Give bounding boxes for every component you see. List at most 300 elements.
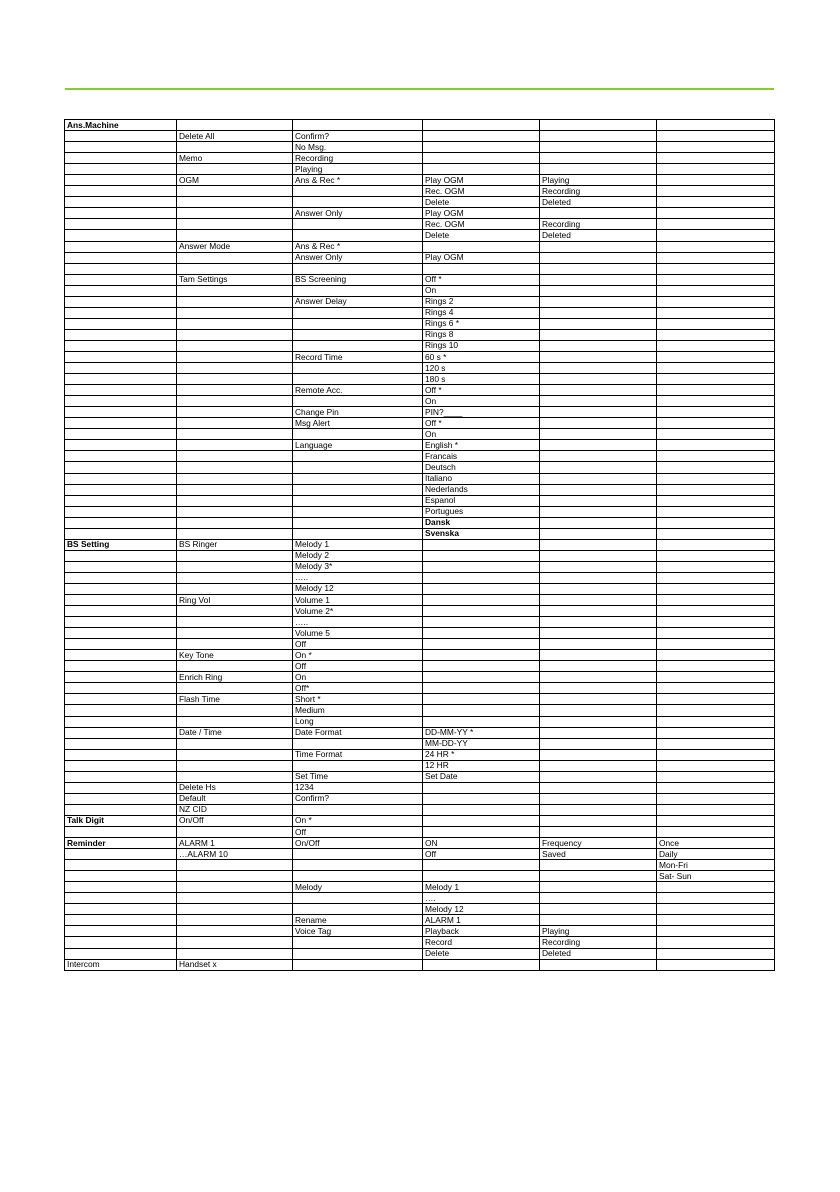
table-cell: Dansk bbox=[423, 517, 540, 528]
table-cell bbox=[177, 760, 293, 771]
table-cell bbox=[657, 937, 775, 948]
table-cell bbox=[65, 473, 177, 484]
table-cell: Language bbox=[293, 440, 423, 451]
table-cell: On bbox=[423, 396, 540, 407]
table-cell bbox=[65, 164, 177, 175]
table-cell bbox=[65, 318, 177, 329]
table-cell: Off bbox=[293, 639, 423, 650]
table-cell bbox=[423, 827, 540, 838]
table-cell: Off bbox=[293, 661, 423, 672]
table-cell bbox=[657, 418, 775, 429]
table-cell bbox=[177, 716, 293, 727]
table-cell bbox=[293, 904, 423, 915]
table-cell bbox=[65, 893, 177, 904]
table-cell bbox=[540, 617, 657, 628]
table-cell bbox=[65, 197, 177, 208]
table-cell bbox=[657, 528, 775, 539]
table-cell: DD-MM-YY * bbox=[423, 727, 540, 738]
table-cell bbox=[177, 418, 293, 429]
table-cell bbox=[293, 285, 423, 296]
table-cell: 1234 bbox=[293, 782, 423, 793]
table-row bbox=[65, 142, 775, 153]
table-row bbox=[65, 363, 775, 374]
table-cell: Mon-Fri bbox=[657, 860, 775, 871]
table-cell: Ans.Machine bbox=[65, 120, 177, 131]
table-row bbox=[65, 628, 775, 639]
table-cell bbox=[65, 517, 177, 528]
table-cell bbox=[65, 617, 177, 628]
table-cell bbox=[177, 340, 293, 351]
table-cell bbox=[540, 760, 657, 771]
table-cell bbox=[65, 219, 177, 230]
table-cell: Recording bbox=[540, 219, 657, 230]
table-cell: Delete Hs bbox=[177, 782, 293, 793]
table-cell bbox=[65, 606, 177, 617]
table-row bbox=[65, 849, 775, 860]
table-row bbox=[65, 749, 775, 760]
table-cell bbox=[657, 727, 775, 738]
table-cell bbox=[293, 340, 423, 351]
table-cell bbox=[657, 572, 775, 583]
table-cell bbox=[293, 860, 423, 871]
table-cell bbox=[657, 495, 775, 506]
table-cell bbox=[293, 495, 423, 506]
table-cell: On bbox=[423, 285, 540, 296]
table-cell bbox=[177, 385, 293, 396]
table-cell bbox=[657, 738, 775, 749]
table-cell bbox=[177, 197, 293, 208]
table-row bbox=[65, 882, 775, 893]
table-cell bbox=[65, 694, 177, 705]
table-cell bbox=[65, 749, 177, 760]
table-cell: Melody 1 bbox=[423, 882, 540, 893]
table-cell bbox=[293, 429, 423, 440]
table-cell: Delete All bbox=[177, 131, 293, 142]
table-cell bbox=[540, 484, 657, 495]
table-cell bbox=[177, 661, 293, 672]
table-cell bbox=[657, 131, 775, 142]
table-row bbox=[65, 606, 775, 617]
table-cell: Melody 1 bbox=[293, 539, 423, 550]
table-cell bbox=[540, 661, 657, 672]
table-cell bbox=[65, 208, 177, 219]
table-row bbox=[65, 661, 775, 672]
table-cell bbox=[65, 363, 177, 374]
table-row bbox=[65, 959, 775, 970]
table-cell bbox=[540, 241, 657, 252]
table-cell bbox=[65, 793, 177, 804]
table-cell bbox=[65, 915, 177, 926]
table-cell bbox=[65, 385, 177, 396]
table-cell: ….. bbox=[293, 572, 423, 583]
table-row bbox=[65, 318, 775, 329]
table-row bbox=[65, 462, 775, 473]
table-row bbox=[65, 583, 775, 594]
table-cell bbox=[177, 572, 293, 583]
table-cell bbox=[657, 252, 775, 263]
table-cell bbox=[177, 561, 293, 572]
table-cell bbox=[657, 915, 775, 926]
table-cell bbox=[177, 329, 293, 340]
table-cell bbox=[540, 882, 657, 893]
table-cell bbox=[423, 672, 540, 683]
table-row bbox=[65, 164, 775, 175]
table-cell: Rings 6 * bbox=[423, 318, 540, 329]
table-cell bbox=[540, 407, 657, 418]
table-cell bbox=[540, 131, 657, 142]
table-cell bbox=[540, 749, 657, 760]
table-cell bbox=[177, 749, 293, 760]
header-rule bbox=[65, 88, 774, 90]
table-cell bbox=[65, 340, 177, 351]
table-cell bbox=[540, 550, 657, 561]
table-cell: Volume 5 bbox=[293, 628, 423, 639]
table-cell bbox=[657, 683, 775, 694]
table-cell bbox=[657, 241, 775, 252]
table-cell bbox=[540, 583, 657, 594]
table-row bbox=[65, 407, 775, 418]
table-cell: Melody bbox=[293, 882, 423, 893]
table-cell bbox=[657, 661, 775, 672]
table-cell: Melody 3* bbox=[293, 561, 423, 572]
table-cell bbox=[423, 617, 540, 628]
table-cell: On * bbox=[293, 650, 423, 661]
table-row bbox=[65, 517, 775, 528]
table-cell bbox=[65, 495, 177, 506]
table-cell bbox=[540, 639, 657, 650]
table-cell: Medium bbox=[293, 705, 423, 716]
table-cell bbox=[293, 451, 423, 462]
table-cell bbox=[423, 860, 540, 871]
table-row bbox=[65, 385, 775, 396]
table-cell bbox=[540, 418, 657, 429]
table-cell bbox=[540, 473, 657, 484]
table-row bbox=[65, 473, 775, 484]
table-cell bbox=[65, 705, 177, 716]
table-cell: Recording bbox=[293, 153, 423, 164]
table-cell bbox=[657, 904, 775, 915]
table-row bbox=[65, 296, 775, 307]
table-cell bbox=[177, 926, 293, 937]
table-cell: Frequency bbox=[540, 838, 657, 849]
menu-table-body bbox=[65, 120, 775, 971]
table-cell bbox=[657, 164, 775, 175]
table-cell bbox=[177, 318, 293, 329]
table-cell bbox=[657, 484, 775, 495]
table-row bbox=[65, 307, 775, 318]
table-row bbox=[65, 904, 775, 915]
table-cell bbox=[65, 142, 177, 153]
table-cell bbox=[177, 871, 293, 882]
table-row bbox=[65, 793, 775, 804]
table-cell bbox=[540, 517, 657, 528]
table-cell bbox=[65, 396, 177, 407]
table-cell bbox=[177, 440, 293, 451]
table-cell bbox=[540, 285, 657, 296]
table-cell: Talk Digit bbox=[65, 815, 177, 826]
table-cell bbox=[657, 694, 775, 705]
table-row bbox=[65, 131, 775, 142]
table-cell bbox=[65, 296, 177, 307]
table-cell bbox=[657, 583, 775, 594]
table-cell: …. bbox=[423, 893, 540, 904]
table-cell bbox=[540, 296, 657, 307]
table-row bbox=[65, 440, 775, 451]
table-cell bbox=[65, 639, 177, 650]
table-cell bbox=[540, 727, 657, 738]
table-cell: Melody 12 bbox=[423, 904, 540, 915]
table-cell bbox=[65, 252, 177, 263]
table-row bbox=[65, 528, 775, 539]
table-row bbox=[65, 451, 775, 462]
table-cell bbox=[657, 263, 775, 274]
table-cell bbox=[657, 340, 775, 351]
table-cell bbox=[423, 606, 540, 617]
table-cell bbox=[177, 484, 293, 495]
table-row bbox=[65, 374, 775, 385]
table-cell bbox=[293, 263, 423, 274]
table-cell bbox=[177, 771, 293, 782]
table-cell bbox=[657, 628, 775, 639]
table-cell bbox=[177, 307, 293, 318]
table-cell bbox=[177, 893, 293, 904]
table-cell bbox=[65, 860, 177, 871]
table-row bbox=[65, 738, 775, 749]
table-cell bbox=[293, 186, 423, 197]
table-row bbox=[65, 948, 775, 959]
table-cell bbox=[423, 639, 540, 650]
table-cell bbox=[177, 164, 293, 175]
table-cell bbox=[293, 219, 423, 230]
table-cell bbox=[657, 385, 775, 396]
table-cell bbox=[293, 462, 423, 473]
table-cell bbox=[423, 595, 540, 606]
table-cell bbox=[657, 705, 775, 716]
table-cell bbox=[177, 451, 293, 462]
table-row bbox=[65, 197, 775, 208]
table-row bbox=[65, 595, 775, 606]
table-cell bbox=[65, 926, 177, 937]
table-cell bbox=[177, 473, 293, 484]
table-cell: Handset x bbox=[177, 959, 293, 970]
table-row bbox=[65, 860, 775, 871]
table-cell bbox=[293, 120, 423, 131]
table-cell bbox=[540, 793, 657, 804]
table-cell bbox=[540, 164, 657, 175]
table-cell bbox=[657, 451, 775, 462]
table-cell: Memo bbox=[177, 153, 293, 164]
table-cell: Tam Settings bbox=[177, 274, 293, 285]
table-cell bbox=[657, 175, 775, 186]
table-row bbox=[65, 252, 775, 263]
table-cell: Francais bbox=[423, 451, 540, 462]
table-cell bbox=[65, 274, 177, 285]
table-cell bbox=[65, 506, 177, 517]
table-cell bbox=[65, 307, 177, 318]
table-cell: Short * bbox=[293, 694, 423, 705]
table-row bbox=[65, 572, 775, 583]
table-cell bbox=[540, 650, 657, 661]
table-cell bbox=[177, 120, 293, 131]
table-row bbox=[65, 915, 775, 926]
table-cell bbox=[657, 429, 775, 440]
table-cell bbox=[65, 661, 177, 672]
table-cell bbox=[423, 263, 540, 274]
table-cell bbox=[65, 451, 177, 462]
table-cell bbox=[657, 219, 775, 230]
table-cell: ON bbox=[423, 838, 540, 849]
table-cell: Deleted bbox=[540, 197, 657, 208]
table-cell bbox=[293, 374, 423, 385]
table-row bbox=[65, 175, 775, 186]
table-cell bbox=[657, 407, 775, 418]
table-cell: Sat- Sun bbox=[657, 871, 775, 882]
table-cell bbox=[540, 672, 657, 683]
table-cell bbox=[540, 871, 657, 882]
table-cell bbox=[65, 374, 177, 385]
table-cell bbox=[65, 528, 177, 539]
table-cell: BS Screening bbox=[293, 274, 423, 285]
table-cell bbox=[293, 528, 423, 539]
table-cell bbox=[540, 815, 657, 826]
table-cell bbox=[657, 650, 775, 661]
table-cell bbox=[657, 120, 775, 131]
table-cell bbox=[293, 517, 423, 528]
table-cell bbox=[657, 517, 775, 528]
table-cell bbox=[657, 948, 775, 959]
table-cell: Play OGM bbox=[423, 208, 540, 219]
table-cell bbox=[65, 937, 177, 948]
table-cell bbox=[657, 882, 775, 893]
table-row bbox=[65, 804, 775, 815]
table-cell bbox=[177, 915, 293, 926]
table-cell bbox=[657, 959, 775, 970]
table-cell bbox=[540, 827, 657, 838]
table-cell bbox=[177, 506, 293, 517]
table-cell bbox=[293, 307, 423, 318]
table-cell bbox=[540, 120, 657, 131]
table-cell: Rings 8 bbox=[423, 329, 540, 340]
table-cell bbox=[423, 142, 540, 153]
table-cell bbox=[540, 915, 657, 926]
table-cell bbox=[657, 550, 775, 561]
table-cell: Delete bbox=[423, 197, 540, 208]
table-cell bbox=[540, 694, 657, 705]
table-row bbox=[65, 871, 775, 882]
table-cell bbox=[65, 760, 177, 771]
table-cell bbox=[65, 727, 177, 738]
table-cell bbox=[65, 683, 177, 694]
table-cell bbox=[423, 782, 540, 793]
table-cell bbox=[540, 318, 657, 329]
table-cell bbox=[657, 827, 775, 838]
table-cell: Confirm? bbox=[293, 793, 423, 804]
table-cell bbox=[540, 351, 657, 362]
table-cell: On bbox=[423, 429, 540, 440]
table-cell bbox=[65, 904, 177, 915]
table-cell bbox=[65, 948, 177, 959]
table-cell bbox=[177, 617, 293, 628]
table-cell bbox=[657, 771, 775, 782]
table-cell: Off bbox=[293, 827, 423, 838]
table-cell bbox=[423, 583, 540, 594]
table-cell: Change Pin bbox=[293, 407, 423, 418]
table-cell: 120 s bbox=[423, 363, 540, 374]
table-cell: Once bbox=[657, 838, 775, 849]
table-cell bbox=[65, 871, 177, 882]
table-cell bbox=[177, 639, 293, 650]
table-cell bbox=[293, 318, 423, 329]
table-row bbox=[65, 153, 775, 164]
table-cell bbox=[540, 904, 657, 915]
table-cell bbox=[423, 650, 540, 661]
table-cell: Set Date bbox=[423, 771, 540, 782]
table-row bbox=[65, 639, 775, 650]
table-cell: Off * bbox=[423, 418, 540, 429]
table-cell bbox=[177, 583, 293, 594]
table-cell: …ALARM 10 bbox=[177, 849, 293, 860]
table-cell: Portugues bbox=[423, 506, 540, 517]
table-cell: Default bbox=[177, 793, 293, 804]
table-cell bbox=[65, 782, 177, 793]
table-cell bbox=[65, 351, 177, 362]
table-row bbox=[65, 893, 775, 904]
table-cell: Volume 1 bbox=[293, 595, 423, 606]
table-cell bbox=[65, 771, 177, 782]
table-cell bbox=[657, 804, 775, 815]
table-cell: Answer Only bbox=[293, 252, 423, 263]
table-cell bbox=[657, 208, 775, 219]
table-cell bbox=[293, 871, 423, 882]
table-cell bbox=[540, 528, 657, 539]
table-cell bbox=[657, 539, 775, 550]
table-cell: On * bbox=[293, 815, 423, 826]
table-cell bbox=[540, 506, 657, 517]
table-cell bbox=[540, 628, 657, 639]
table-cell bbox=[293, 197, 423, 208]
table-cell: Record bbox=[423, 937, 540, 948]
table-cell: Date Format bbox=[293, 727, 423, 738]
table-cell bbox=[423, 561, 540, 572]
table-cell bbox=[65, 650, 177, 661]
table-cell bbox=[657, 329, 775, 340]
table-cell bbox=[423, 716, 540, 727]
table-cell bbox=[657, 926, 775, 937]
table-cell: Delete bbox=[423, 230, 540, 241]
table-cell bbox=[657, 749, 775, 760]
table-cell bbox=[423, 131, 540, 142]
table-cell bbox=[177, 738, 293, 749]
table-cell bbox=[65, 175, 177, 186]
table-cell bbox=[65, 849, 177, 860]
table-cell bbox=[293, 473, 423, 484]
table-cell bbox=[540, 959, 657, 970]
table-cell bbox=[177, 296, 293, 307]
table-row bbox=[65, 617, 775, 628]
table-row bbox=[65, 694, 775, 705]
table-row bbox=[65, 760, 775, 771]
table-cell bbox=[540, 142, 657, 153]
table-row bbox=[65, 219, 775, 230]
table-row bbox=[65, 550, 775, 561]
table-cell bbox=[540, 385, 657, 396]
table-row bbox=[65, 561, 775, 572]
table-row bbox=[65, 771, 775, 782]
table-cell bbox=[540, 860, 657, 871]
table-cell: Espanol bbox=[423, 495, 540, 506]
table-cell: Rename bbox=[293, 915, 423, 926]
table-cell: PIN?____ bbox=[423, 407, 540, 418]
